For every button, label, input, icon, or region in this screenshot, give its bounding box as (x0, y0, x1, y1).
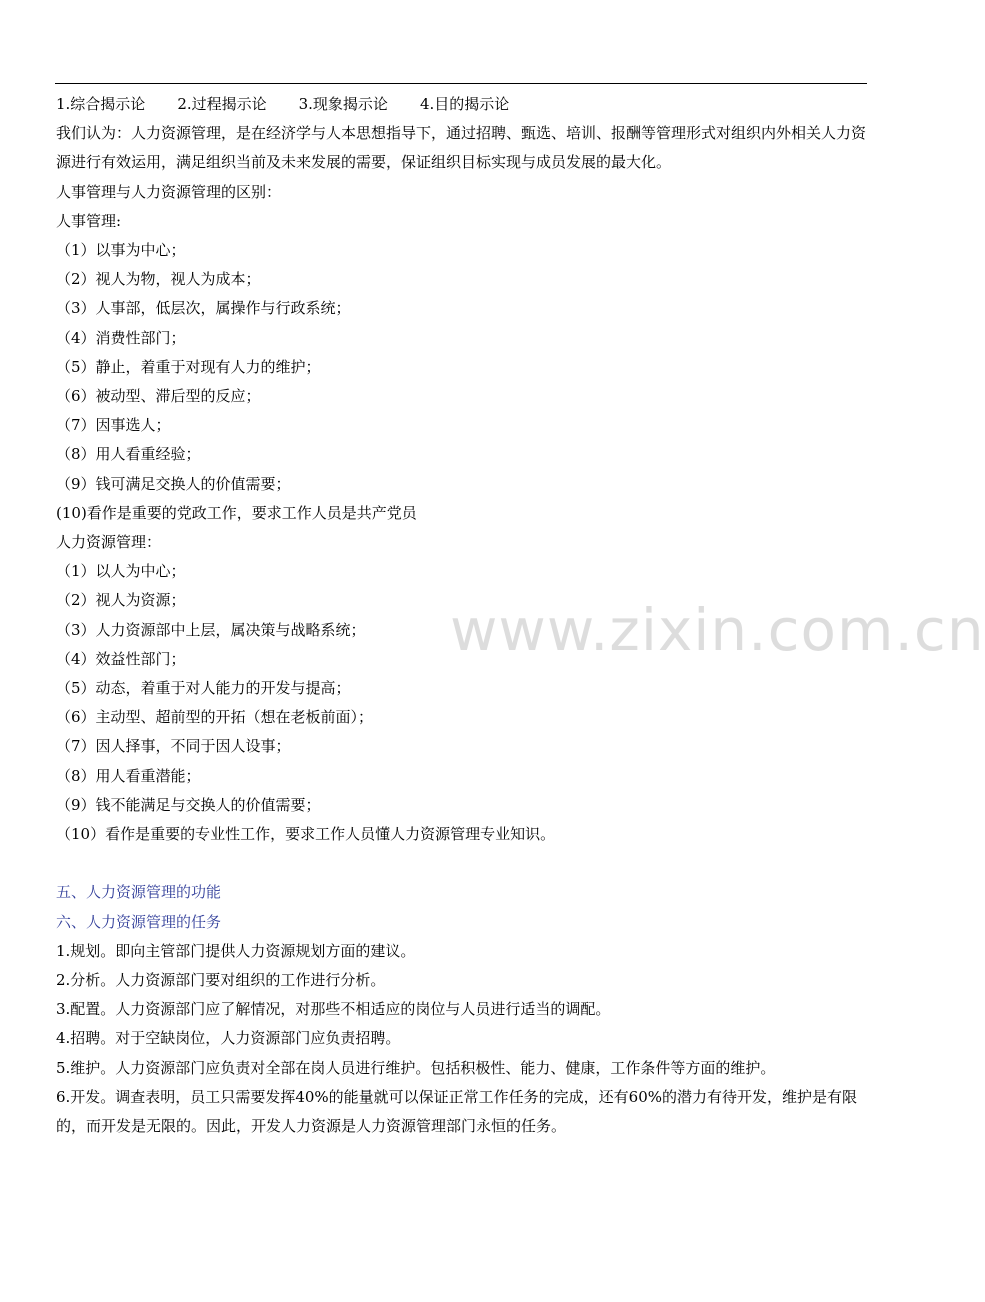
hrm-item: （8）用人看重潜能； (56, 766, 201, 785)
difference-title: 人事管理与人力资源管理的区别： (56, 182, 282, 201)
method-item: 3.现象揭示论 (298, 95, 388, 113)
hrm-item: （9）钱不能满足与交换人的价值需要； (56, 795, 321, 814)
personnel-item: （1）以事为中心； (56, 241, 186, 260)
section-heading-functions: 五、人力资源管理的功能 (56, 883, 222, 902)
personnel-item: （4）消费性部门； (56, 328, 186, 347)
hrm-item: （4）效益性部门； (56, 649, 186, 668)
hrm-item: （2）视人为资源； (56, 591, 186, 610)
header-rule (55, 83, 867, 84)
methods-line (56, 90, 872, 119)
personnel-item: （6）被动型、滞后型的反应； (56, 387, 261, 406)
task-item: 1.规划。即向主管部门提供人力资源规划方面的建议。 (56, 941, 416, 960)
hrm-item: （1）以人为中心； (56, 562, 186, 581)
task-item: 5.维护。人力资源部门应负责对全部在岗人员进行维护。包括积极性、能力、健康，工作条件等方面的维护。 (56, 1058, 776, 1077)
personnel-item: （5）静止，着重于对现有人力的维护； (56, 357, 321, 376)
hrm-item: （3）人力资源部中上层，属决策与战略系统； (56, 620, 366, 639)
personnel-item: （7）因事选人； (56, 416, 171, 435)
personnel-item: （9）钱可满足交换人的价值需要； (56, 474, 291, 493)
hrm-item: （7）因人择事，不同于因人设事； (56, 737, 291, 756)
definition-paragraph: 我们认为：人力资源管理，是在经济学与人本思想指导下，通过招聘、甄选、培训、报酬等管理形式对组织内外相关人力资源进行有效运用，满足组织当前及未来发展的需要，保证组织目标实现与成员发展的最大化。 (56, 124, 867, 172)
personnel-item: （2）视人为物，视人为成本； (56, 270, 261, 289)
task-item: 2.分析。人力资源部门要对组织的工作进行分析。 (56, 971, 386, 990)
method-item: 4.目的揭示论 (419, 95, 510, 113)
section-heading-tasks: 六、人力资源管理的任务 (56, 912, 222, 931)
watermark: www.zixin.com.cn (450, 596, 985, 664)
personnel-title: 人事管理: (56, 211, 122, 230)
personnel-item: （8）用人看重经验； (56, 445, 201, 464)
method-item: 2.过程揭示论 (177, 95, 267, 113)
task-item: 6.开发。调查表明，员工只需要发挥40%的能量就可以保证正常工作任务的完成，还有60%的潜力有待开发，维护是有限的，而开发是无限的。因此，开发人力资源是人力资源管理部门永恒的任务。 (56, 1087, 857, 1136)
hrm-title: 人力资源管理： (56, 533, 162, 552)
hrm-item: （10）看作是重要的专业性工作，要求工作人员懂人力资源管理专业知识。 (56, 825, 556, 844)
hrm-item: （5）动态，着重于对人能力的开发与提高； (56, 679, 351, 698)
document-body (56, 90, 872, 1141)
task-item: 4.招聘。对于空缺岗位，人力资源部门应负责招聘。 (56, 1029, 401, 1048)
task-item: 3.配置。人力资源部门应了解情况，对那些不相适应的岗位与人员进行适当的调配。 (56, 1000, 611, 1019)
spacer (56, 849, 872, 878)
method-item: 1.综合揭示论 (56, 95, 146, 113)
personnel-item: （3）人事部，低层次，属操作与行政系统； (56, 299, 351, 318)
personnel-item: (10)看作是重要的党政工作，要求工作人员是共产党员 (56, 503, 417, 522)
hrm-item: （6）主动型、超前型的开拓（想在老板前面）； (56, 708, 374, 727)
